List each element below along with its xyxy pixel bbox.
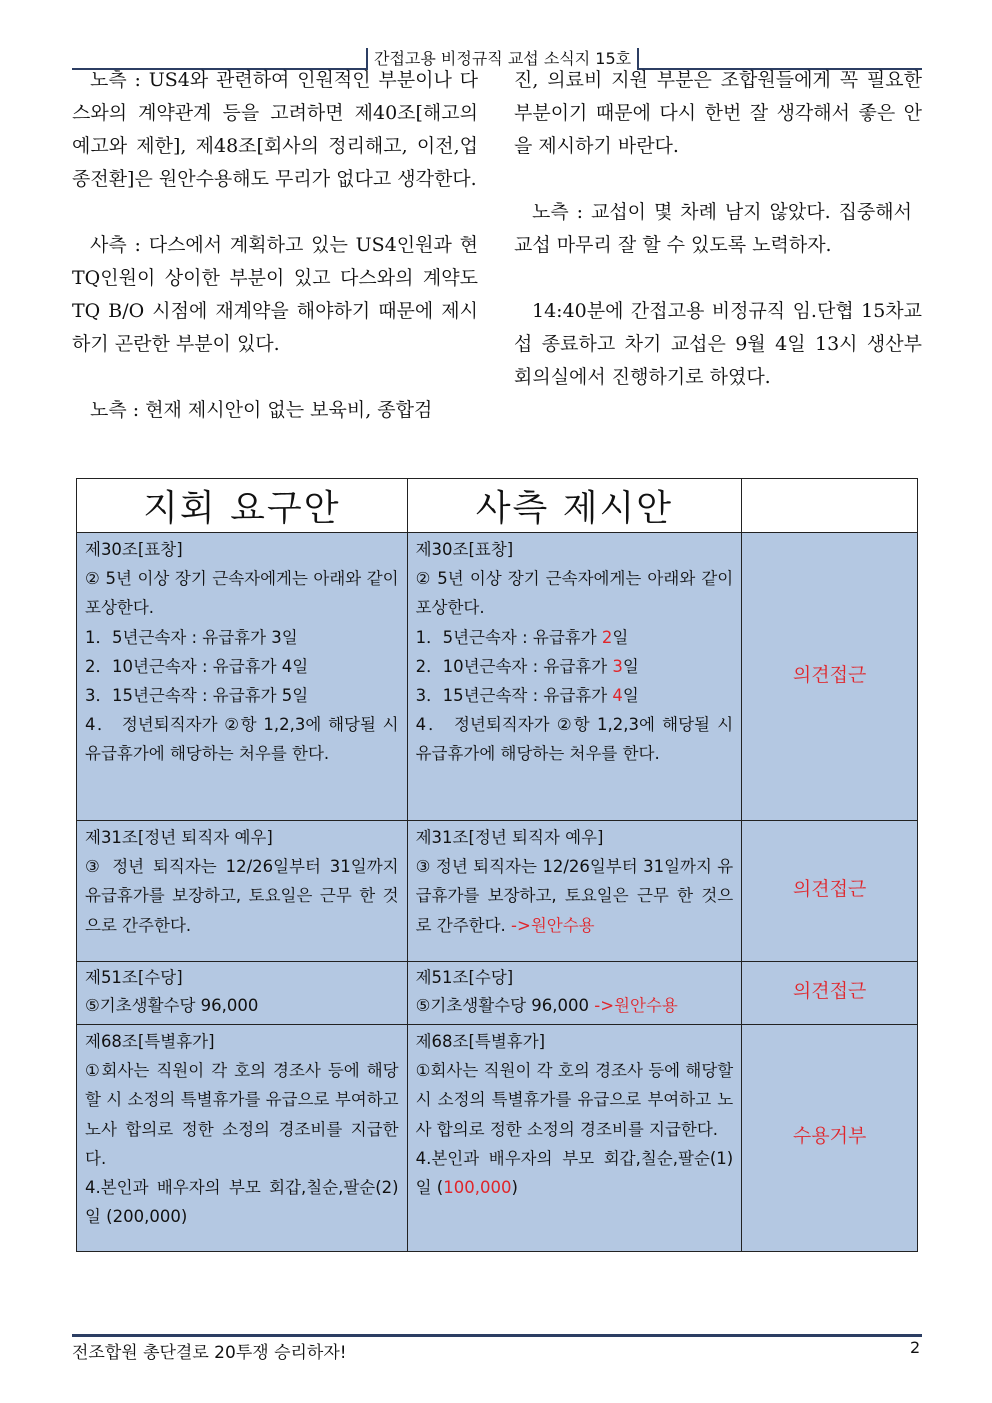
article-title: 제51조[수당]	[415, 968, 514, 987]
item-text: ⑤기초생활수당 96,000	[415, 996, 595, 1015]
cell-line: 2．10년근속자 : 유급휴가 4일	[85, 656, 309, 676]
item-text: ③ 정년 퇴직자는 12/26일부터 31일까지 유급휴가를 보장하고, 토요일은 근무 한 것으로 간주한다.	[415, 857, 734, 935]
status-badge: 수용거부	[742, 1025, 918, 1252]
paragraph-union-welfare-cont: 진, 의료비 지원 부분은 조합원들에게 꼭 필요한 부분이기 때문에 다시 한번 잘 생각해서 좋은 안을 제시하기 바란다.	[514, 69, 922, 157]
cell-line	[416, 681, 734, 710]
cell-line	[416, 852, 734, 940]
cell-line: 4． 정년퇴직자가 ②항 1,2,3에 해당될 시 유급휴가에 해당하는 처우를 한다.	[85, 715, 399, 764]
cell-line	[416, 652, 734, 681]
table-row	[77, 1025, 918, 1252]
cell-line: ② 5년 이상 장기 근속자에게는 아래와 같이 포상한다.	[85, 569, 399, 618]
cell-line: ② 5년 이상 장기 근속자에게는 아래와 같이 포상한다.	[415, 569, 734, 618]
cell-line: 3．15년근속작 : 유급휴가 5일	[85, 686, 309, 706]
item-suffix: 일	[612, 627, 629, 647]
article-title: 제31조[정년 퇴직자 예우]	[415, 828, 604, 847]
item-text: 3．15년근속작 : 유급휴가	[415, 686, 613, 706]
article-title: 제68조[특별휴가]	[85, 1032, 215, 1051]
union-cell-article-68	[77, 1025, 408, 1252]
company-cell-article-51	[407, 962, 742, 1025]
union-cell-article-31	[77, 821, 408, 962]
paragraph-union-closing: 노측 : 교섭이 몇 차례 남지 않았다. 집중해서 교섭 마무리 잘 할 수 있도록 노력하자.	[514, 201, 912, 256]
item-text: 4.본인과 배우자의 부모 회갑,칠순,팔순(1)일 (	[415, 1148, 734, 1198]
company-cell-article-30	[407, 533, 742, 821]
item-suffix: )	[511, 1178, 518, 1198]
left-text-column	[72, 64, 478, 427]
newsletter-title: 간접고용 비정규직 교섭 소식지 15호	[366, 48, 639, 70]
changed-value: 4	[612, 686, 623, 706]
table-header-row	[77, 479, 918, 533]
article-title: 제30조[표창]	[85, 540, 183, 559]
status-badge: 의견접근	[742, 821, 918, 962]
article-title: 제30조[표창]	[415, 540, 514, 559]
acceptance-note: ->원안수용	[511, 915, 595, 935]
item-suffix: 일	[622, 656, 639, 676]
cell-line	[416, 1144, 734, 1202]
union-cell-article-51	[77, 962, 408, 1025]
paragraph-company-us4: 사측 : 다스에서 계획하고 있는 US4인원과 현 TQ인원이 상이한 부분이 있고 다스와의 계약도 TQ B/O 시점에 재계약을 해야하기 때문에 제시하기 곤란한 부분이 있다.	[72, 234, 478, 355]
negotiation-comparison-table	[76, 478, 918, 1252]
changed-value: 2	[601, 627, 613, 647]
status-badge: 의견접근	[742, 962, 918, 1025]
cell-line: 4.본인과 배우자의 부모 회갑,칠순,팔순(2)일 (200,000)	[85, 1178, 399, 1227]
article-title: 제51조[수당]	[85, 968, 183, 987]
article-title: 제68조[특별휴가]	[415, 1032, 546, 1051]
union-cell-article-30	[77, 533, 408, 821]
company-cell-article-68	[407, 1025, 742, 1252]
item-text: 2．10년근속자 : 유급휴가	[415, 656, 613, 676]
cell-line: 1．5년근속자 : 유급휴가 3일	[85, 627, 298, 647]
paragraph-meeting-summary: 14:40분에 간접고용 비정규직 임.단협 15차교섭 종료하고 차기 교섭은 9월 4일 13시 생산부 회의실에서 진행하기로 하였다.	[514, 300, 922, 388]
changed-value: 3	[612, 656, 623, 676]
cell-line: ①회사는 직원이 각 호의 경조사 등에 해당할 시 소정의 특별휴가를 유급으로 부여하고 노사 합의로 정한 소정의 경조비를 지급한다.	[415, 1061, 734, 1139]
item-suffix: 일	[622, 686, 639, 706]
header-status	[742, 479, 918, 533]
cell-line: ③ 정년 퇴직자는 12/26일부터 31일까지 유급휴가를 보장하고, 토요일은 근무 한 것으로 간주한다.	[85, 857, 399, 935]
footer-rule	[72, 1334, 922, 1337]
acceptance-note: ->원안수용	[594, 996, 678, 1015]
cell-line: ⑤기초생활수당 96,000	[85, 996, 259, 1015]
cell-line: ①회사는 직원이 각 호의 경조사 등에 해당할 시 소정의 특별휴가를 유급으로 부여하고 노사 합의로 정한 소정의 경조비를 지급한다.	[85, 1061, 399, 1168]
paragraph-union-welfare: 노측 : 현재 제시안이 없는 보육비, 종합검	[90, 399, 433, 421]
table-row	[77, 962, 918, 1025]
item-text: 1．5년근속자 : 유급휴가	[415, 627, 602, 647]
status-badge: 의견접근	[742, 533, 918, 821]
header-union-proposal: 지회 요구안	[77, 479, 408, 533]
paragraph-union-us4: 노측 : US4와 관련하여 인원적인 부분이나 다스와의 계약관계 등을 고려하면 제40조[해고의 예고와 제한], 제48조[회사의 정리해고, 이전,업종전환]은 원안수용해도 무리가 없다고 생각한다.	[72, 69, 478, 190]
footer-slogan: 전조합원 총단결로 20투쟁 승리하자!	[72, 1343, 347, 1363]
cell-line: 4． 정년퇴직자가 ②항 1,2,3에 해당될 시 유급휴가에 해당하는 처우를 한다.	[415, 715, 734, 764]
cell-line	[416, 623, 734, 652]
table-row	[77, 821, 918, 962]
page-number: 2	[910, 1338, 921, 1357]
cell-line	[416, 992, 734, 1020]
right-text-column	[514, 64, 922, 394]
article-title: 제31조[정년 퇴직자 예우]	[85, 828, 273, 847]
table-row	[77, 533, 918, 821]
company-cell-article-31	[407, 821, 742, 962]
header-company-proposal: 사측 제시안	[407, 479, 742, 533]
changed-value: 100,000	[443, 1178, 512, 1198]
